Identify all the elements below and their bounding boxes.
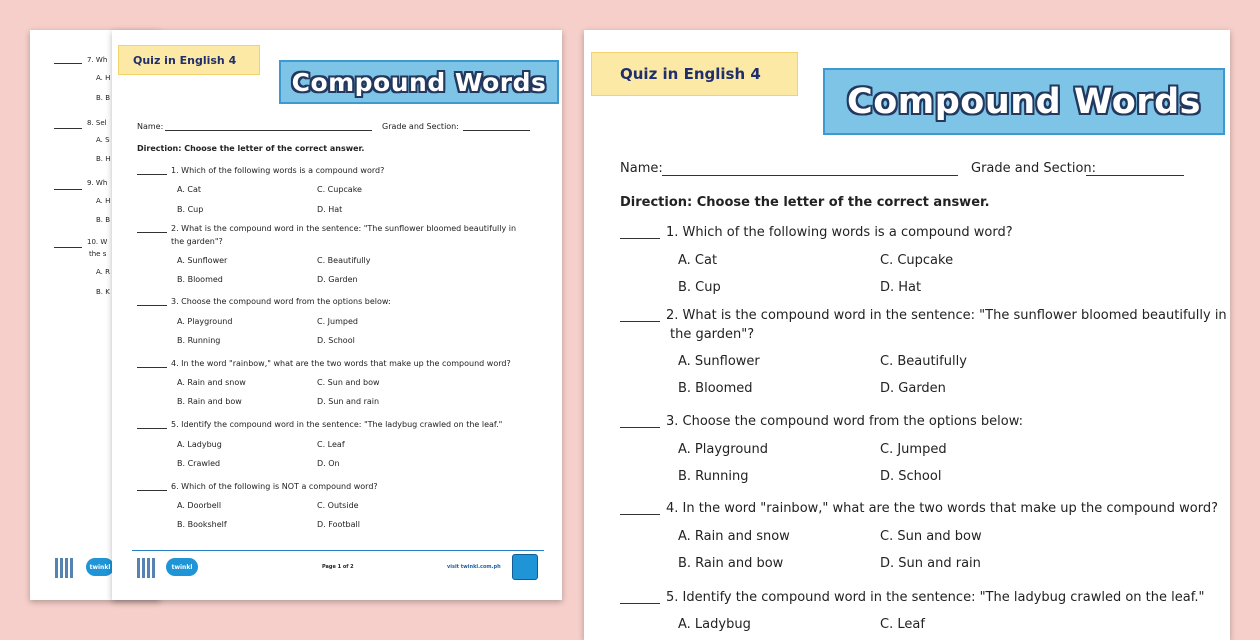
question-text: 4. In the word "rainbow," what are the two words that make up the compound word? <box>171 359 511 368</box>
option-a: A. Playground <box>177 317 233 326</box>
title-text: Compound Words <box>847 81 1201 122</box>
twinkl-logo-text: twinkl <box>89 563 111 571</box>
name-label: Name: <box>620 161 663 176</box>
answer-blank[interactable] <box>137 490 167 491</box>
twinkl-badge-icon <box>512 554 538 580</box>
direction-text: Direction: Choose the letter of the correct answer. <box>137 144 365 153</box>
back-line: B. H <box>96 155 111 163</box>
option-c: C. Outside <box>317 501 359 510</box>
question-text: 2. What is the compound word in the sentence: "The sunflower bloomed beautifully in <box>171 224 517 233</box>
option-b: B. Rain and bow <box>678 556 784 571</box>
grade-field[interactable] <box>463 130 530 131</box>
option-d: D. Hat <box>317 205 343 214</box>
option-c: C. Jumped <box>317 317 358 326</box>
option-d: D. Sun and rain <box>317 397 380 406</box>
option-b: B. Cup <box>678 280 721 295</box>
answer-blank[interactable] <box>620 603 660 604</box>
back-line: A. R <box>96 268 110 276</box>
option-c: C. Beautifully <box>317 256 371 265</box>
option-c: C. Cupcake <box>317 185 362 194</box>
answer-blank[interactable] <box>620 321 660 322</box>
question-text: 5. Identify the compound word in the sentence: "The ladybug crawled on the leaf." <box>666 590 1205 605</box>
back-line: 10. W <box>87 238 108 246</box>
option-b: B. Bloomed <box>177 275 223 284</box>
twinkl-logo-text: twinkl <box>171 563 193 571</box>
name-field[interactable] <box>165 130 372 131</box>
option-d: D. Football <box>317 520 360 529</box>
answer-blank[interactable] <box>137 367 167 368</box>
qr-code-icon <box>137 558 157 578</box>
question-text-continued: the garden"? <box>670 327 755 342</box>
name-field[interactable] <box>662 175 958 176</box>
twinkl-logo-icon <box>166 558 198 576</box>
option-a: A. Playground <box>678 442 769 457</box>
back-line: 7. Wh <box>87 56 108 64</box>
option-b: B. Running <box>177 336 221 345</box>
answer-blank[interactable] <box>137 174 167 175</box>
option-d: D. Garden <box>317 275 358 284</box>
option-c: C. Jumped <box>880 442 947 457</box>
answer-blank <box>54 247 82 248</box>
option-a: A. Cat <box>177 185 202 194</box>
answer-blank[interactable] <box>620 427 660 428</box>
option-a: A. Rain and snow <box>177 378 246 387</box>
answer-blank <box>54 189 82 190</box>
option-a: A. Ladybug <box>678 617 751 632</box>
option-a: A. Rain and snow <box>678 529 790 544</box>
option-b: B. Bloomed <box>678 381 753 396</box>
option-d: D. Sun and rain <box>880 556 981 571</box>
option-b: B. Bookshelf <box>177 520 227 529</box>
grade-label: Grade and Section: <box>382 122 459 131</box>
option-a: A. Ladybug <box>177 440 222 449</box>
option-b: B. Rain and bow <box>177 397 242 406</box>
question-text: 3. Choose the compound word from the options below: <box>171 297 391 306</box>
back-line: 9. Wh <box>87 179 108 187</box>
answer-blank[interactable] <box>137 428 167 429</box>
option-a: A. Sunflower <box>678 354 760 369</box>
quiz-badge <box>591 52 798 96</box>
option-b: B. Running <box>678 469 749 484</box>
option-c: C. Leaf <box>317 440 345 449</box>
option-c: C. Leaf <box>880 617 925 632</box>
option-d: D. School <box>317 336 355 345</box>
question-text-continued: the garden"? <box>171 237 223 246</box>
option-c: C. Cupcake <box>880 253 954 268</box>
back-line: B. B <box>96 94 111 102</box>
footer-url[interactable]: visit twinkl.com.ph <box>447 564 501 570</box>
question-text: 1. Which of the following words is a compound word? <box>666 225 1013 240</box>
option-d: D. School <box>880 469 942 484</box>
back-line: 8. Sel <box>87 119 107 127</box>
option-d: D. Garden <box>880 381 946 396</box>
option-c: C. Beautifully <box>880 354 967 369</box>
answer-blank[interactable] <box>137 232 167 233</box>
worksheet-title <box>823 68 1225 135</box>
back-line: B. B <box>96 216 111 224</box>
option-c: C. Sun and bow <box>880 529 982 544</box>
option-a: A. Doorbell <box>177 501 222 510</box>
question-text: 2. What is the compound word in the sentence: "The sunflower bloomed beautifully in <box>666 308 1227 323</box>
worksheet-title <box>279 60 559 104</box>
quiz-badge <box>118 45 260 75</box>
option-a: A. Cat <box>678 253 718 268</box>
back-line: B. K <box>96 288 110 296</box>
grade-field[interactable] <box>1086 175 1184 176</box>
answer-blank[interactable] <box>620 514 660 515</box>
back-line: A. S <box>96 136 110 144</box>
qr-code-icon <box>55 558 75 578</box>
title-text: Compound Words <box>291 67 547 97</box>
small-worksheet-page <box>112 30 562 600</box>
question-text: 1. Which of the following words is a compound word? <box>171 166 385 175</box>
option-b: B. Cup <box>177 205 204 214</box>
back-line: A. H <box>96 74 111 82</box>
option-d: D. On <box>317 459 340 468</box>
option-c: C. Sun and bow <box>317 378 380 387</box>
grade-label: Grade and Section: <box>971 161 1097 176</box>
page-number: Page 1 of 2 <box>322 564 354 570</box>
question-text: 5. Identify the compound word in the sentence: "The ladybug crawled on the leaf." <box>171 420 503 429</box>
option-b: B. Crawled <box>177 459 221 468</box>
option-a: A. Sunflower <box>177 256 228 265</box>
back-line: the s <box>89 250 107 258</box>
option-d: D. Hat <box>880 280 922 295</box>
direction-text: Direction: Choose the letter of the correct answer. <box>620 195 990 210</box>
answer-blank[interactable] <box>620 238 660 239</box>
back-line: A. H <box>96 197 111 205</box>
answer-blank <box>54 128 82 129</box>
question-text: 4. In the word "rainbow," what are the two words that make up the compound word? <box>666 501 1219 516</box>
question-text: 6. Which of the following is NOT a compound word? <box>171 482 378 491</box>
name-label: Name: <box>137 122 164 131</box>
twinkl-logo-icon <box>86 558 114 576</box>
quiz-badge-text: Quiz in English 4 <box>133 53 237 67</box>
large-worksheet-page <box>584 30 1230 640</box>
question-text: 3. Choose the compound word from the options below: <box>666 414 1024 429</box>
footer-divider <box>132 550 544 551</box>
answer-blank[interactable] <box>137 305 167 306</box>
quiz-badge-text: Quiz in English 4 <box>620 65 761 83</box>
answer-blank <box>54 63 82 64</box>
